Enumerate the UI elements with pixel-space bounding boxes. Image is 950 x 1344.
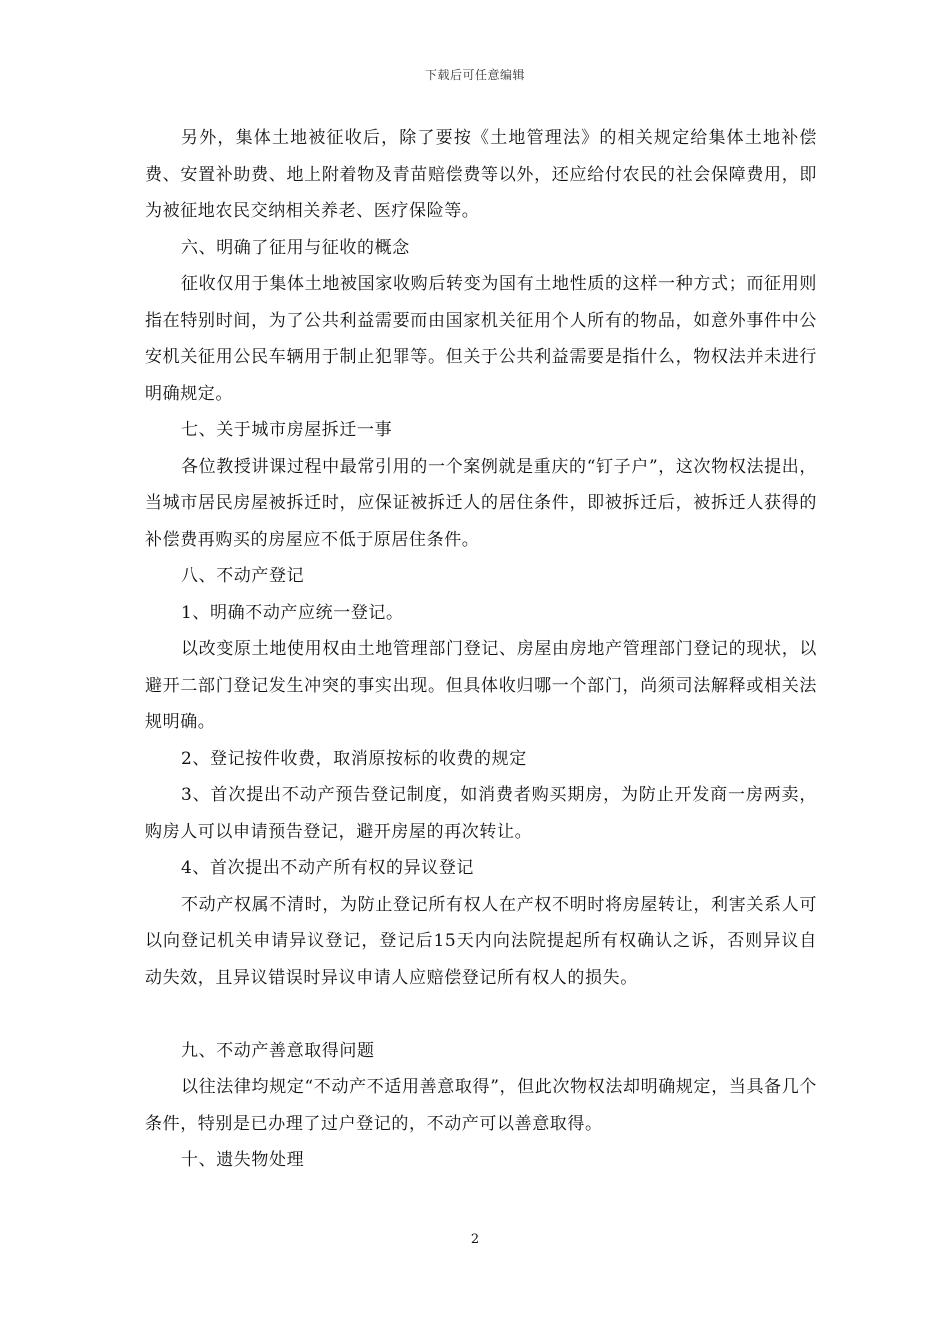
- paragraph-good-faith: 以往法律均规定“不动产不适用善意取得”，但此次物权法却明确规定，当具备几个条件，特别是已办理了过户登记的，不动产可以善意取得。: [145, 1077, 817, 1134]
- heading-section-8: 八、不动产登记: [181, 566, 305, 586]
- paragraph-objection-registration: 不动产权属不清时，为防止登记所有权人在产权不明时将房屋转让，利害关系人可以向登记机关申请异议登记，登记后15天内向法院提起所有权确认之诉，否则异议自动失效，且异议错误时异议申请人应赔偿登记所有权人的损失。: [145, 894, 817, 988]
- page-number: 2: [470, 1232, 480, 1247]
- list-item-3: 3、首次提出不动产预告登记制度，如消费者购买期房，为防止开发商一房两卖，购房人可以申请预告登记，避开房屋的再次转让。: [145, 785, 817, 842]
- paragraph-expropriation-concept: 征收仅用于集体土地被国家收购后转变为国有土地性质的这样一种方式；而征用则指在特别时间，为了公共利益需要而由国家机关征用个人所有的物品，如意外事件中公安机关征用公民车辆用于制止犯罪等。但关于公共利益需要是指什么，物权法并未进行明确规定。: [145, 274, 817, 404]
- heading-section-6: 六、明确了征用与征收的概念: [181, 237, 410, 258]
- heading-section-7: 七、关于城市房屋拆迁一事: [181, 420, 393, 440]
- paragraph-registration-unification: 以改变原土地使用权由土地管理部门登记、房屋由房地产管理部门登记的现状，以避开二部门登记发生冲突的事实出现。但具体收归哪一个部门，尚须司法解释或相关法规明确。: [145, 639, 817, 732]
- page-header: 下载后可任意编辑: [424, 68, 525, 82]
- list-item-4: 4、首次提出不动产所有权的异议登记: [181, 858, 475, 878]
- paragraph-social-security: 另外，集体土地被征收后，除了要按《土地管理法》的相关规定给集体土地补偿费、安置补助费、地上附着物及青苗赔偿费等以外，还应给付农民的社会保障费用，即为被征地农民交纳相关养老、医疗保险等。: [145, 128, 817, 221]
- heading-section-10: 十、遗失物处理: [181, 1150, 305, 1170]
- paragraph-demolition: 各位教授讲课过程中最常引用的一个案例就是重庆的“钉子户”，这次物权法提出，当城市居民房屋被拆迁时，应保证被拆迁人的居住条件，即被拆迁后，被拆迁人获得的补偿费再购买的房屋应不低于原居住条件。: [145, 456, 817, 550]
- blank-line: [145, 996, 817, 1033]
- document-body: [145, 120, 817, 1179]
- list-item-2: 2、登记按件收费，取消原按标的收费的规定: [181, 748, 527, 769]
- list-item-1: 1、明确不动产应统一登记。: [181, 602, 404, 623]
- heading-section-9: 九、不动产善意取得问题: [181, 1040, 375, 1061]
